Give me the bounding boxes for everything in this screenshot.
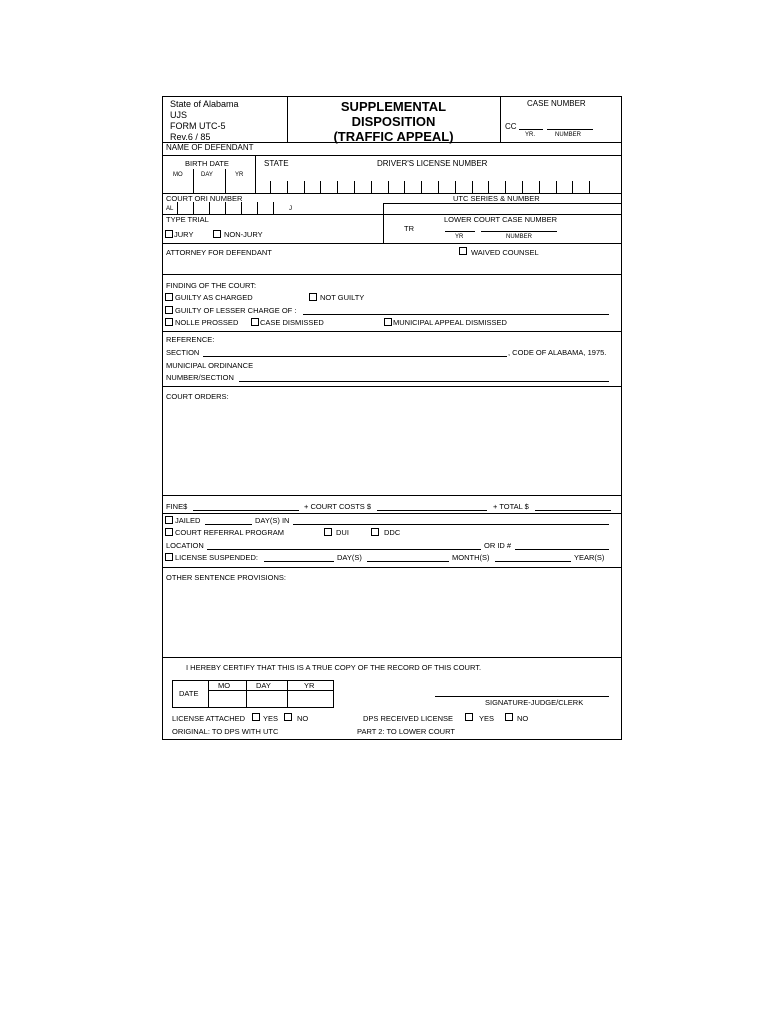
license-attached-no-label: NO (297, 714, 309, 723)
suspended-years-field[interactable] (495, 561, 571, 562)
dui-label: DUI (336, 528, 349, 537)
ddc-label: DDC (384, 528, 401, 537)
digit-tick (273, 202, 274, 214)
type-trial-label: TYPE TRIAL (166, 215, 209, 224)
suspended-months-label: MONTH(S) (452, 553, 490, 562)
court-orders-label: COURT ORDERS: (166, 392, 229, 401)
court-referral-checkbox[interactable] (165, 528, 173, 536)
birth-day-label: DAY (201, 172, 213, 178)
digit-tick (241, 202, 242, 214)
number-section-field[interactable] (239, 381, 609, 382)
digit-tick (505, 181, 506, 193)
digit-tick (371, 181, 372, 193)
digit-tick (287, 181, 288, 193)
total-field[interactable] (535, 510, 611, 511)
section-field[interactable] (203, 356, 507, 357)
digit-tick (388, 181, 389, 193)
case-yr-label: YR. (525, 132, 536, 138)
lesser-charge-field[interactable] (303, 314, 609, 315)
municipal-appeal-dismissed-checkbox[interactable] (384, 318, 392, 326)
jailed-days-field[interactable] (205, 524, 252, 525)
digit-tick (438, 181, 439, 193)
digit-tick (320, 181, 321, 193)
form-title-line2: DISPOSITION (351, 114, 436, 129)
license-attached-yes-checkbox[interactable] (252, 713, 260, 721)
digit-tick (304, 181, 305, 193)
license-attached-label: LICENSE ATTACHED (172, 714, 246, 723)
suspended-years-label: YEAR(S) (574, 553, 605, 562)
digit-tick (270, 181, 271, 193)
court-costs-field[interactable] (377, 510, 487, 511)
case-number-field[interactable] (547, 129, 593, 130)
tr-label: TR (404, 224, 414, 233)
municipal-appeal-dismissed-label: MUNICIPAL APPEAL DISMISSED (393, 318, 507, 327)
dps-received-no-checkbox[interactable] (505, 713, 513, 721)
digit-tick (455, 181, 456, 193)
state-of-alabama: State of Alabama (170, 99, 239, 109)
name-of-defendant-label: NAME OF DEFENDANT (166, 143, 254, 152)
dps-received-yes-checkbox[interactable] (465, 713, 473, 721)
lower-court-number-label: NUMBER (506, 234, 533, 240)
fine-field[interactable] (193, 510, 299, 511)
not-guilty-label: NOT GUILTY (320, 293, 365, 302)
court-costs-label: + COURT COSTS $ (304, 502, 372, 511)
or-id-label: OR ID # (484, 541, 512, 550)
total-label: + TOTAL $ (493, 502, 529, 511)
digit-tick (225, 202, 226, 214)
other-sentence-label: OTHER SENTENCE PROVISIONS: (166, 573, 287, 582)
suspended-days-label: DAY(S) (337, 553, 362, 562)
case-dismissed-label: CASE DISMISSED (260, 318, 324, 327)
guilty-as-charged-checkbox[interactable] (165, 293, 173, 301)
court-referral-label: COURT REFERRAL PROGRAM (175, 528, 285, 537)
dps-received-no-label: NO (517, 714, 529, 723)
ddc-checkbox[interactable] (371, 528, 379, 536)
reference-label: REFERENCE: (166, 335, 215, 344)
digit-tick (472, 181, 473, 193)
waived-counsel-checkbox[interactable] (459, 247, 467, 255)
court-ori-label: COURT ORI NUMBER (166, 194, 243, 203)
state-label: STATE (264, 159, 289, 168)
other-sentence-area[interactable] (165, 584, 619, 654)
number-section-label: NUMBER/SECTION (166, 373, 234, 382)
case-num-label: NUMBER (555, 132, 582, 138)
digit-tick (556, 181, 557, 193)
fine-label: FINE$ (166, 502, 188, 511)
jailed-in-field[interactable] (293, 524, 609, 525)
waived-counsel-label: WAIVED COUNSEL (471, 248, 539, 257)
form-number: FORM UTC-5 (170, 121, 226, 131)
digit-tick (225, 169, 226, 193)
signature-label: SIGNATURE-JUDGE/CLERK (485, 698, 584, 707)
license-suspended-label: LICENSE SUSPENDED: (175, 553, 258, 562)
section-label: SECTION (166, 348, 200, 357)
lower-court-case-label: LOWER COURT CASE NUMBER (444, 215, 558, 224)
nolle-prossed-checkbox[interactable] (165, 318, 173, 326)
signature-field[interactable] (435, 696, 609, 697)
ori-al-prefix: AL (166, 206, 174, 212)
jury-label: JURY (174, 230, 194, 239)
original-routing: ORIGINAL: TO DPS WITH UTC (172, 727, 279, 736)
not-guilty-checkbox[interactable] (309, 293, 317, 301)
certify-statement: I HEREBY CERTIFY THAT THIS IS A TRUE COPY OF THE RECORD OF THIS COURT. (186, 663, 482, 672)
digit-tick (209, 202, 210, 214)
cc-label: CC (505, 122, 517, 131)
court-orders-area[interactable] (165, 403, 619, 493)
finding-label: FINDING OF THE COURT: (166, 281, 257, 290)
or-id-field[interactable] (515, 549, 609, 550)
ujs-label: UJS (170, 110, 188, 120)
birth-yr-label: YR (235, 172, 244, 178)
non-jury-checkbox[interactable] (213, 230, 221, 238)
part2-routing: PART 2: TO LOWER COURT (357, 727, 455, 736)
digit-tick (589, 181, 590, 193)
digit-tick (522, 181, 523, 193)
form-title-line1: SUPPLEMENTAL (340, 99, 447, 114)
case-yr-field[interactable] (519, 129, 543, 130)
suspended-days-field[interactable] (264, 561, 334, 562)
digit-tick (177, 202, 178, 214)
digit-tick (337, 181, 338, 193)
jury-checkbox[interactable] (165, 230, 173, 238)
non-jury-label: NON-JURY (224, 230, 263, 239)
utc-series-label: UTC SERIES & NUMBER (453, 194, 540, 203)
date-day-label: DAY (256, 681, 271, 690)
location-label: LOCATION (166, 541, 204, 550)
lower-court-number-field[interactable] (481, 231, 557, 232)
digit-tick (257, 202, 258, 214)
license-suspended-checkbox[interactable] (165, 553, 173, 561)
attorney-label: ATTORNEY FOR DEFENDANT (166, 248, 272, 257)
lower-court-yr-field[interactable] (445, 231, 475, 232)
digit-tick (354, 181, 355, 193)
date-label: DATE (179, 689, 199, 698)
dps-received-yes-label: YES (479, 714, 495, 723)
suspended-months-field[interactable] (367, 561, 449, 562)
form-title-line3: (TRAFFIC APPEAL) (333, 129, 454, 144)
drivers-license-label: DRIVER'S LICENSE NUMBER (377, 159, 488, 168)
municipal-ordinance-label: MUNICIPAL ORDINANCE (166, 361, 254, 370)
digit-tick (193, 169, 194, 193)
date-mo-label: MO (218, 681, 231, 690)
license-attached-no-checkbox[interactable] (284, 713, 292, 721)
date-yr-label: YR (304, 681, 315, 690)
location-field[interactable] (207, 549, 481, 550)
code-of-alabama-label: , CODE OF ALABAMA, 1975. (508, 348, 607, 357)
lesser-charge-checkbox[interactable] (165, 306, 173, 314)
case-number-label: CASE NUMBER (527, 99, 586, 108)
days-in-label: DAY(S) IN (255, 516, 290, 525)
dps-received-label: DPS RECEIVED LICENSE (363, 714, 454, 723)
ori-j-suffix: J (289, 206, 292, 212)
jailed-checkbox[interactable] (165, 516, 173, 524)
jailed-label: JAILED (175, 516, 201, 525)
guilty-as-charged-label: GUILTY AS CHARGED (175, 293, 253, 302)
dui-checkbox[interactable] (324, 528, 332, 536)
birth-date-label: BIRTH DATE (185, 159, 229, 168)
digit-tick (404, 181, 405, 193)
nolle-prossed-label: NOLLE PROSSED (175, 318, 239, 327)
birth-mo-label: MO (173, 172, 183, 178)
digit-tick (539, 181, 540, 193)
digit-tick (572, 181, 573, 193)
lesser-charge-label: GUILTY OF LESSER CHARGE OF : (175, 306, 297, 315)
utc-5-form (162, 96, 622, 740)
revision: Rev.6 / 85 (170, 132, 211, 142)
digit-tick (193, 202, 194, 214)
lower-court-yr-label: YR (455, 234, 464, 240)
license-attached-yes-label: YES (263, 714, 279, 723)
digit-tick (421, 181, 422, 193)
case-dismissed-checkbox[interactable] (251, 318, 259, 326)
digit-tick (488, 181, 489, 193)
